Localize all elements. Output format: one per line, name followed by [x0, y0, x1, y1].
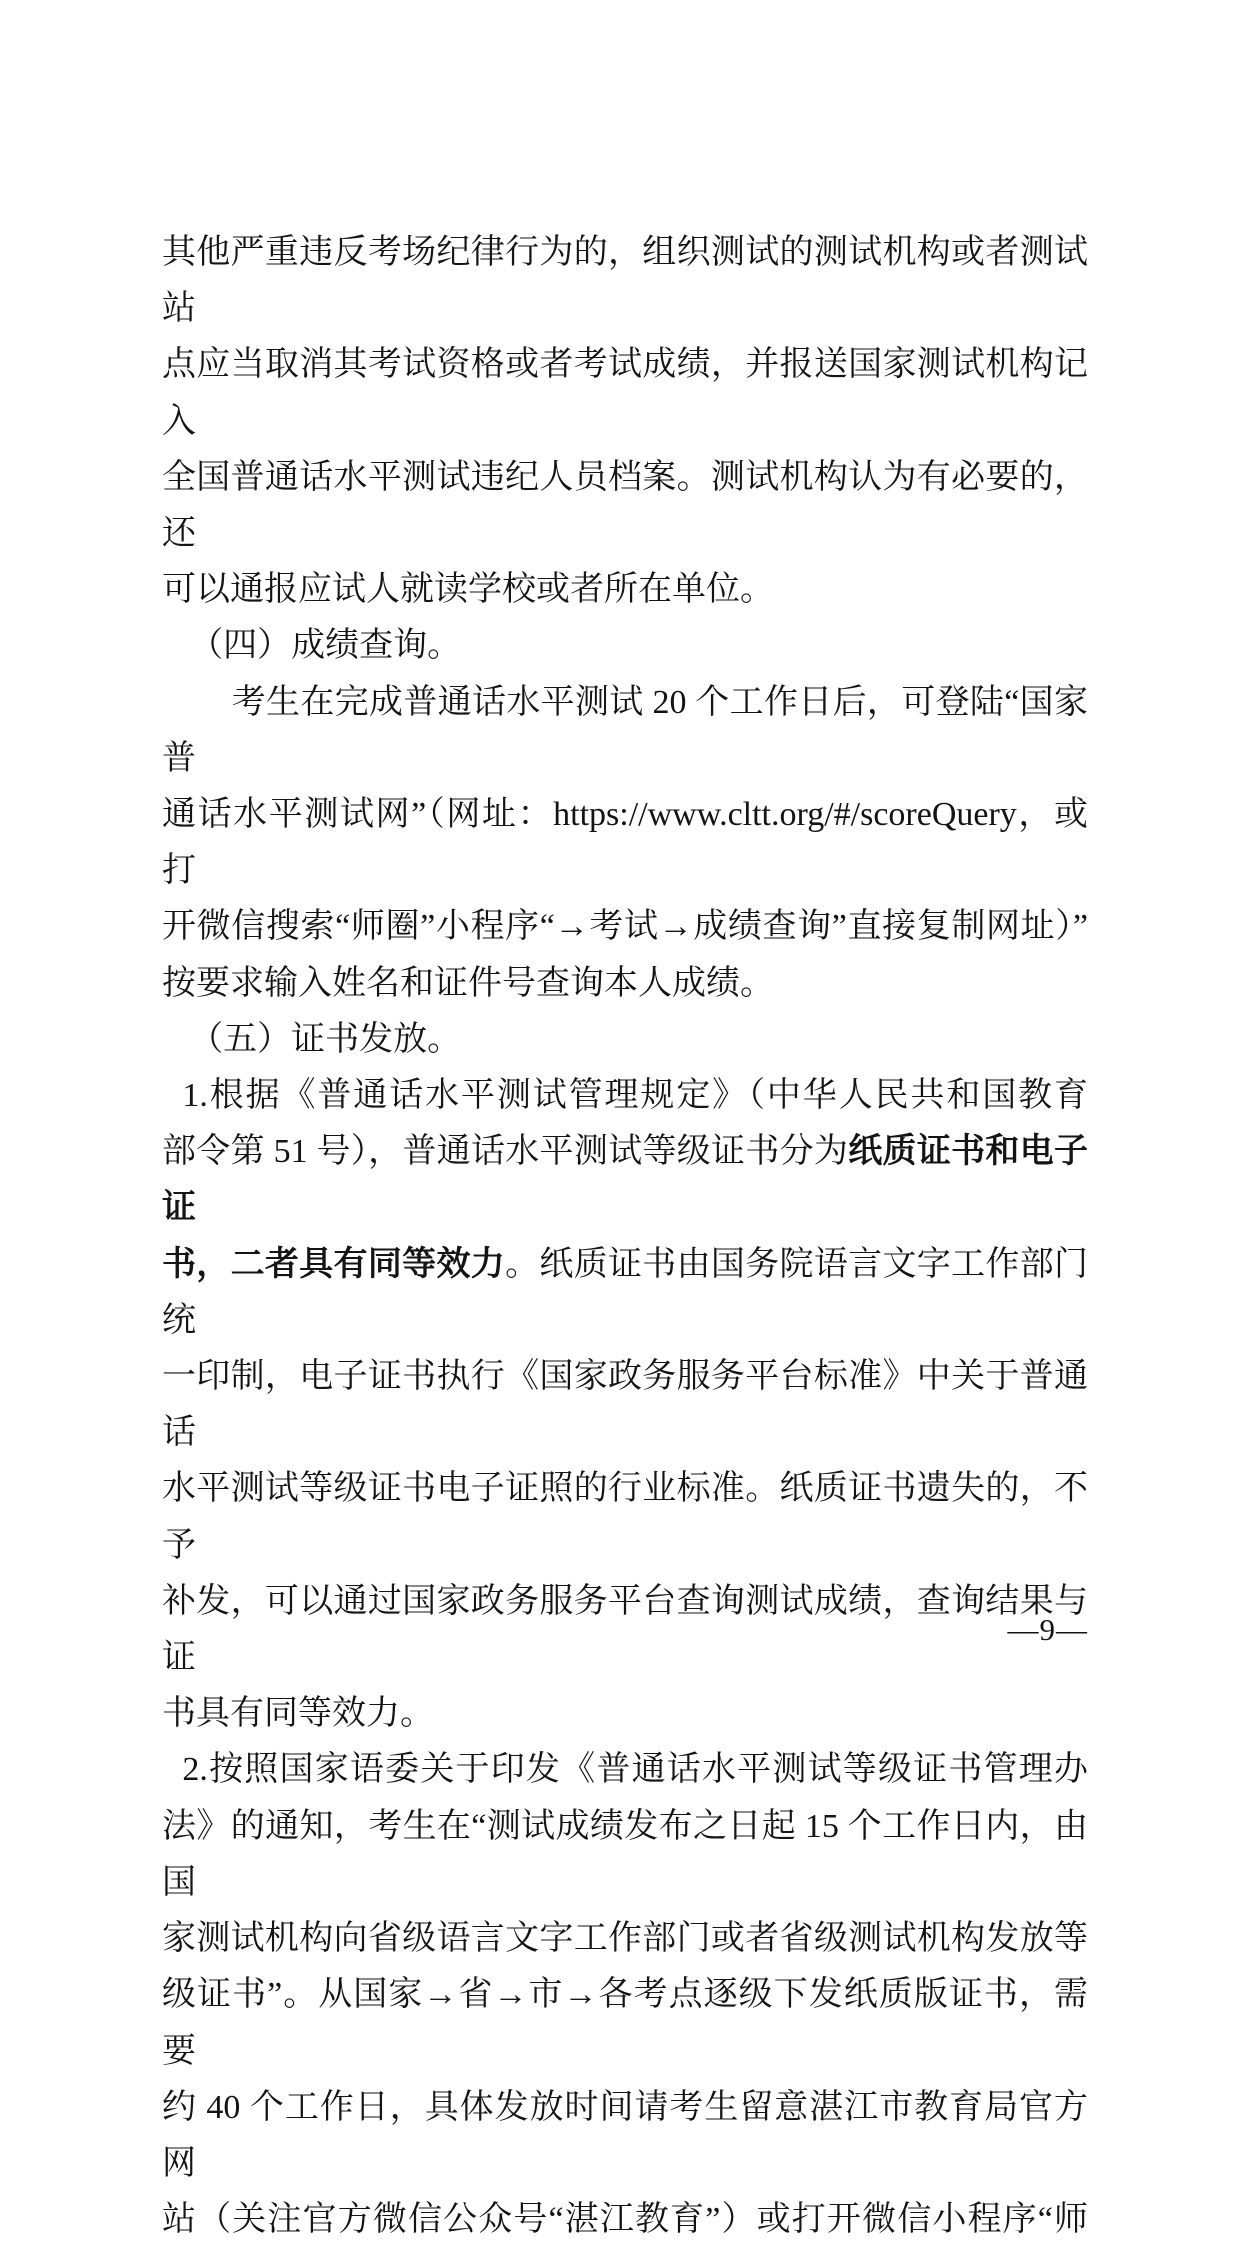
- text-segment: 全国普通话水平测试违纪人员档案。测试机构认为有必要的，还: [162, 458, 1088, 553]
- text-line: [162, 1124, 1088, 1236]
- text-segment: 约 40 个工作日，具体发放时间请考生留意湛江市教育局官方网: [162, 2088, 1088, 2182]
- text-line: [162, 337, 1088, 449]
- text-segment: 其他严重违反考场纪律行为的，组织测试的测试机构或者测试站: [162, 234, 1088, 328]
- text-line: [162, 1911, 1088, 1967]
- document-body: [162, 225, 1088, 2248]
- text-line: [162, 1237, 1088, 1349]
- text-line: [162, 1686, 1088, 1742]
- text-segment: 级证书”。从国家→省→市→各考点逐级下发纸质版证书，需要: [162, 1976, 1088, 2070]
- text-segment: （四）成绩查询。: [189, 627, 462, 665]
- text-segment: 开微信搜索“师圈”小程序“→考试→成绩查询”直接复制网址）”: [162, 908, 1088, 946]
- text-line: [162, 1967, 1088, 2079]
- text-line: [162, 1799, 1088, 1911]
- text-segment: 补发，可以通过国家政务服务平台查询测试成绩，查询结果与证: [162, 1582, 1088, 1677]
- text-line: [162, 675, 1088, 787]
- text-line: [162, 1349, 1088, 1461]
- page-number: —9—: [1007, 1612, 1088, 1647]
- bold-text-segment: 纸质证书和电子证: [162, 1133, 1089, 1227]
- text-line: [162, 787, 1088, 899]
- bold-text-segment: 书，二者具有同等效力: [162, 1245, 506, 1283]
- text-segment: 按要求输入姓名和证件号查询本人成绩。: [162, 964, 774, 1002]
- text-line: [162, 1742, 1088, 1798]
- text-segment: 1.根据《普通话水平测试管理规定》（中华人民共和国教育: [182, 1077, 1088, 1115]
- text-line: [162, 956, 1088, 1012]
- text-segment: 考生在完成普通话水平测试 20 个工作日后，可登陆“国家普: [162, 683, 1088, 777]
- text-segment: 家测试机构向省级语言文字工作部门或者省级测试机构发放等: [162, 1920, 1088, 1958]
- text-line: [162, 618, 1088, 674]
- text-line: [162, 899, 1088, 955]
- text-line: [162, 225, 1088, 337]
- text-segment: 书具有同等效力。: [162, 1695, 434, 1733]
- text-line: [162, 2080, 1088, 2192]
- text-segment: 通话水平测试网”（网址：https://www.cltt.org/#/scoreQuery，或打: [162, 796, 1088, 890]
- text-line: [162, 562, 1088, 618]
- text-line: [162, 1461, 1088, 1573]
- text-segment: （五）证书发放。: [189, 1020, 462, 1058]
- text-segment: 一印制，电子证书执行《国家政务服务平台标准》中关于普通话: [162, 1358, 1088, 1452]
- text-line: [162, 2192, 1088, 2248]
- text-segment: 部令第 51 号），普通话水平测试等级证书分为: [162, 1133, 849, 1171]
- text-line: [162, 1068, 1088, 1124]
- text-line: [162, 1574, 1088, 1686]
- text-segment: 站（关注官方微信公众号“湛江教育”）或打开微信小程序“师: [162, 2201, 1088, 2239]
- text-segment: 法》的通知，考生在“测试成绩发布之日起 15 个工作日内，由国: [162, 1807, 1088, 1901]
- text-segment: 2.按照国家语委关于印发《普通话水平测试等级证书管理办: [182, 1751, 1088, 1789]
- text-segment: 水平测试等级证书电子证照的行业标准。纸质证书遗失的，不予: [162, 1470, 1088, 1564]
- text-line: [162, 1012, 1088, 1068]
- text-segment: 。纸质证书由国务院语言文字工作部门统: [162, 1245, 1089, 1339]
- text-line: [162, 450, 1088, 562]
- text-segment: 可以通报应试人就读学校或者所在单位。: [162, 571, 774, 609]
- text-segment: 点应当取消其考试资格或者考试成绩，并报送国家测试机构记入: [162, 346, 1088, 440]
